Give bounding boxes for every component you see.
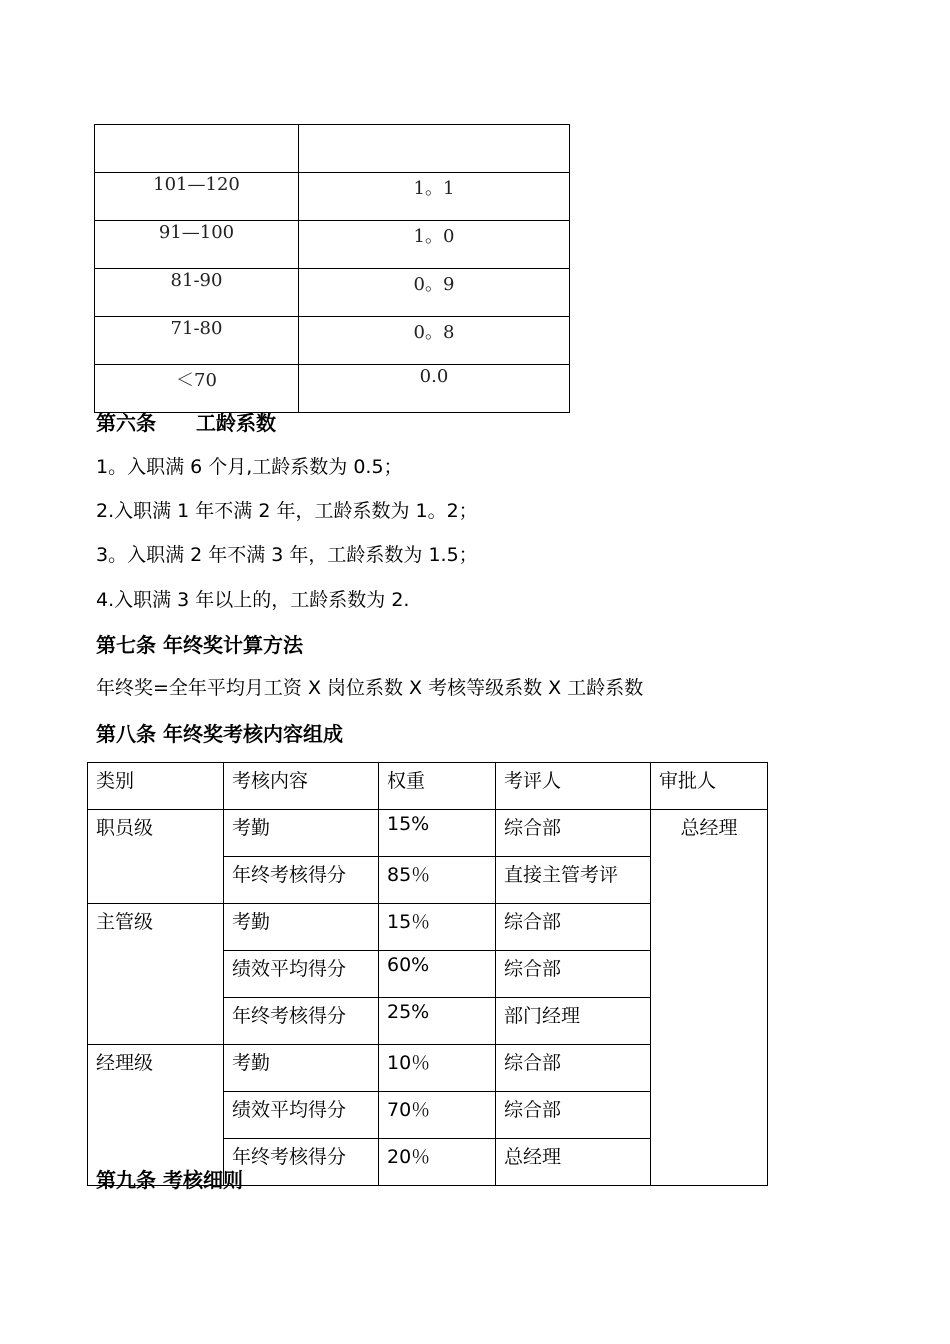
content-cell: 绩效平均得分 xyxy=(224,951,379,998)
article7-heading: 第七条 年终奖计算方法 xyxy=(96,633,303,657)
table-cell: ＜70 xyxy=(95,365,299,413)
category-cell: 主管级 xyxy=(88,904,224,1045)
content-cell: 年终考核得分 xyxy=(224,1139,379,1186)
weight-cell: 15% xyxy=(379,810,496,857)
category-cell: 职员级 xyxy=(88,810,224,904)
content-cell: 绩效平均得分 xyxy=(224,1092,379,1139)
evaluator-cell: 总经理 xyxy=(496,1139,651,1186)
article6-item-4: 4.入职满 3 年以上的，工龄系数为 2. xyxy=(96,589,410,611)
table-cell: 81-90 xyxy=(95,269,299,317)
weight-cell: 85％ xyxy=(379,857,496,904)
article6-heading: 第六条 工龄系数 xyxy=(96,411,276,435)
header-category: 类别 xyxy=(88,763,224,810)
table-row xyxy=(95,173,570,221)
content-cell: 年终考核得分 xyxy=(224,998,379,1045)
table-row xyxy=(95,221,570,269)
score-coefficient-table xyxy=(94,124,570,413)
table-cell: 0。9 xyxy=(299,269,570,317)
weight-cell: 60% xyxy=(379,951,496,998)
table-row xyxy=(95,269,570,317)
table-cell xyxy=(299,125,570,173)
bonus-formula: 年终奖=全年平均月工资 X 岗位系数 X 考核等级系数 X 工龄系数 xyxy=(96,677,644,699)
content-cell: 考勤 xyxy=(224,904,379,951)
evaluator-cell: 综合部 xyxy=(496,1092,651,1139)
content-cell: 年终考核得分 xyxy=(224,857,379,904)
table-cell: 1。0 xyxy=(299,221,570,269)
evaluator-cell: 部门经理 xyxy=(496,998,651,1045)
category-cell: 经理级 xyxy=(88,1045,224,1186)
weight-cell: 25% xyxy=(379,998,496,1045)
approver-cell: 总经理 xyxy=(651,810,768,1186)
table-cell: 0.0 xyxy=(299,365,570,413)
table-row xyxy=(95,125,570,173)
evaluator-cell: 综合部 xyxy=(496,810,651,857)
article6-item-3: 3。入职满 2 年不满 3 年，工龄系数为 1.5； xyxy=(96,544,478,566)
content-cell: 考勤 xyxy=(224,810,379,857)
header-evaluator: 考评人 xyxy=(496,763,651,810)
weight-cell: 20％ xyxy=(379,1139,496,1186)
header-weight: 权重 xyxy=(379,763,496,810)
table-row xyxy=(95,317,570,365)
evaluator-cell: 直接主管考评 xyxy=(496,857,651,904)
table-cell: 101—120 xyxy=(95,173,299,221)
article8-heading: 第八条 年终奖考核内容组成 xyxy=(96,722,343,746)
evaluator-cell: 综合部 xyxy=(496,951,651,998)
table-cell: 91—100 xyxy=(95,221,299,269)
table-row xyxy=(88,810,768,857)
evaluator-cell: 综合部 xyxy=(496,904,651,951)
weight-cell: 70％ xyxy=(379,1092,496,1139)
table-cell: 1。1 xyxy=(299,173,570,221)
table-cell xyxy=(95,125,299,173)
header-approver: 审批人 xyxy=(651,763,768,810)
evaluator-cell: 综合部 xyxy=(496,1045,651,1092)
header-content: 考核内容 xyxy=(224,763,379,810)
table-cell: 71-80 xyxy=(95,317,299,365)
article9-heading: 第九条 考核细则 xyxy=(96,1168,243,1192)
table-row xyxy=(95,365,570,413)
weight-cell: 15％ xyxy=(379,904,496,951)
bonus-assessment-table xyxy=(87,762,768,1186)
weight-cell: 10％ xyxy=(379,1045,496,1092)
table-cell: 0。8 xyxy=(299,317,570,365)
article6-item-2: 2.入职满 1 年不满 2 年，工龄系数为 1。2； xyxy=(96,500,478,522)
article6-item-1: 1。入职满 6 个月,工龄系数为 0.5； xyxy=(96,456,403,478)
table-header-row xyxy=(88,763,768,810)
content-cell: 考勤 xyxy=(224,1045,379,1092)
